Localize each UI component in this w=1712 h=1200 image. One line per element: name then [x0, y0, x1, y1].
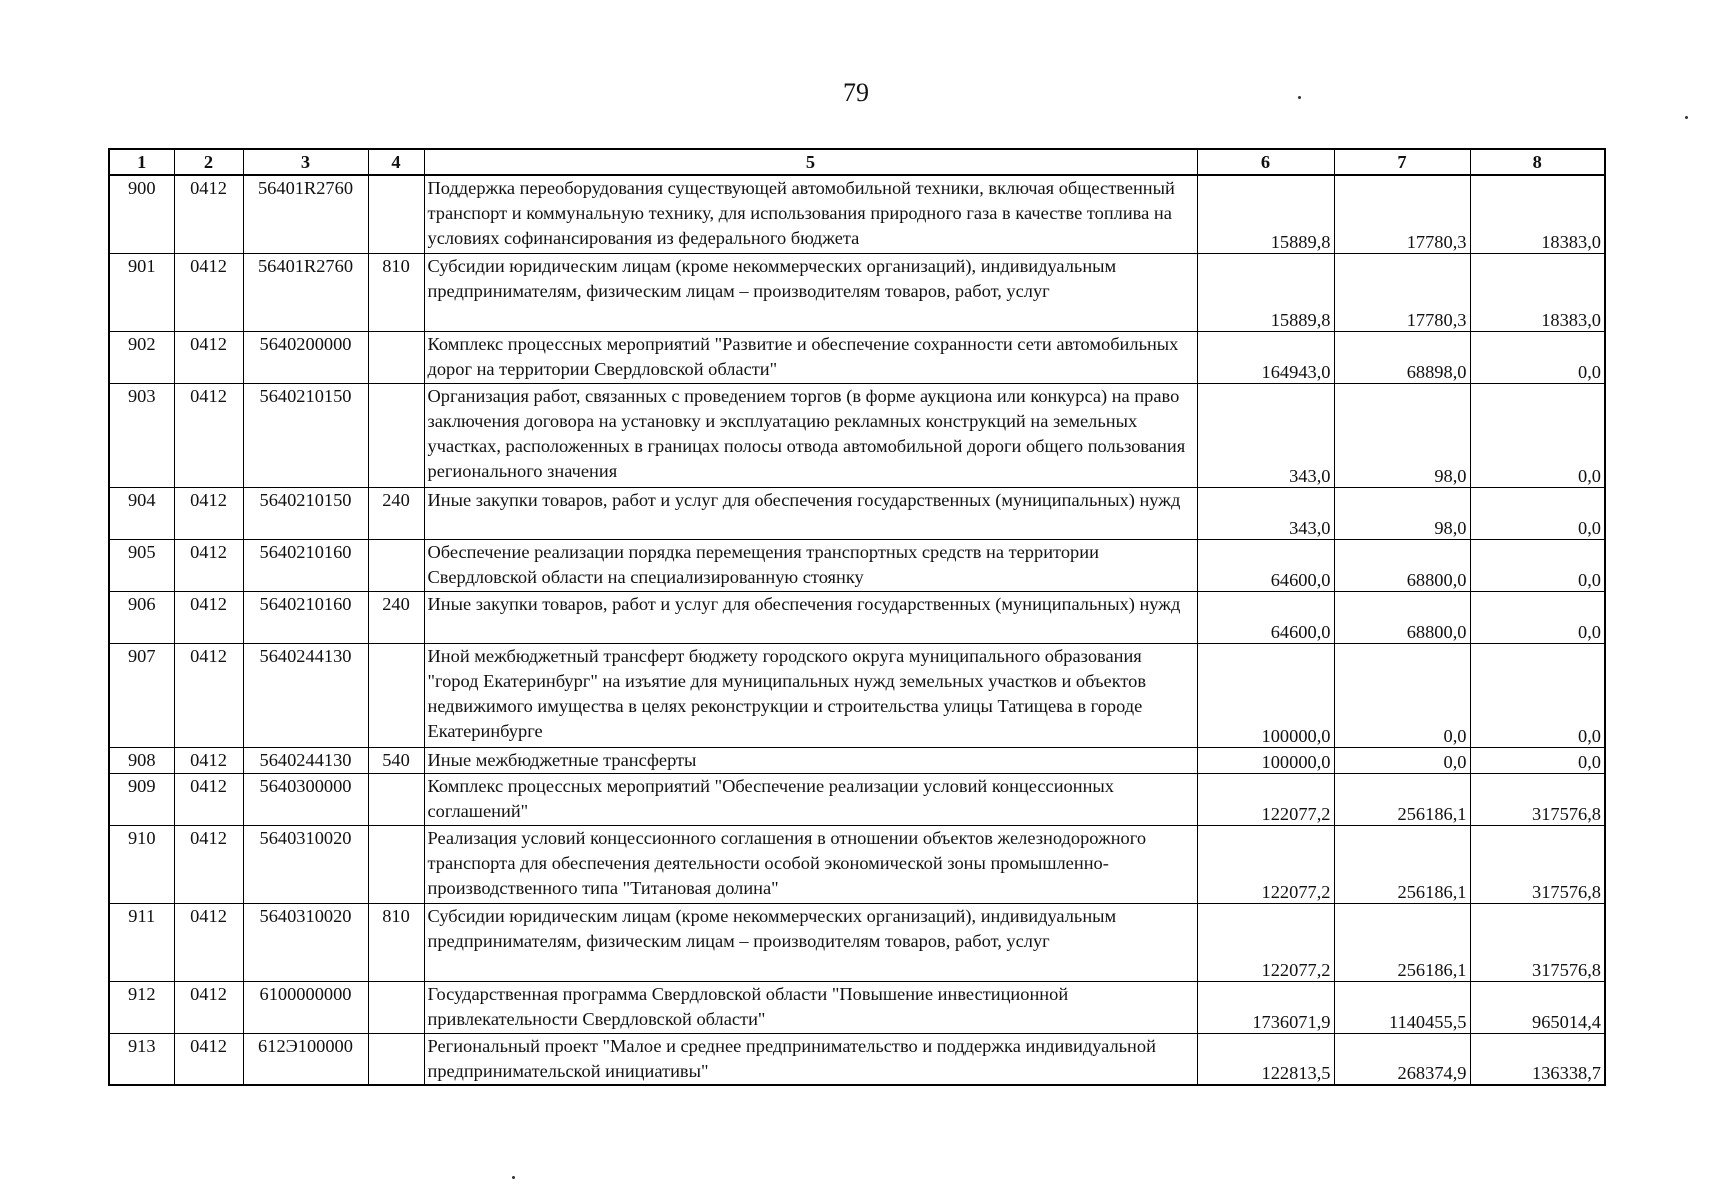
- target-article-code: 56401R2760: [243, 253, 368, 331]
- amount-col-7: 1140455,5: [1334, 981, 1470, 1033]
- target-article-code: 5640244130: [243, 747, 368, 773]
- description: Комплекс процессных мероприятий "Развитие и обеспечение сохранности сети автомобильных дорог на территории Свердловской области": [424, 331, 1197, 383]
- amount-col-6: 100000,0: [1197, 747, 1334, 773]
- expense-type-code: [368, 825, 424, 903]
- amount-col-8: 0,0: [1470, 747, 1605, 773]
- target-article-code: 5640310020: [243, 903, 368, 981]
- expense-type-code: [368, 773, 424, 825]
- amount-col-8: 0,0: [1470, 383, 1605, 487]
- description: Реализация условий концессионного соглашения в отношении объектов железнодорожного транспорта для обеспечения деятельности особой экономической зоны промышленно-производственного типа "Титановая долина": [424, 825, 1197, 903]
- row-number: 900: [109, 175, 174, 253]
- amount-col-7: 256186,1: [1334, 773, 1470, 825]
- amount-col-7: 256186,1: [1334, 825, 1470, 903]
- header-col-2: 2: [174, 149, 243, 175]
- amount-col-6: 64600,0: [1197, 539, 1334, 591]
- expense-type-code: [368, 539, 424, 591]
- row-number: 901: [109, 253, 174, 331]
- target-article-code: 56401R2760: [243, 175, 368, 253]
- target-article-code: 6100000000: [243, 981, 368, 1033]
- header-col-1: 1: [109, 149, 174, 175]
- target-article-code: 5640210150: [243, 487, 368, 539]
- amount-col-8: 18383,0: [1470, 253, 1605, 331]
- amount-col-8: 0,0: [1470, 643, 1605, 747]
- description: Субсидии юридическим лицам (кроме некоммерческих организаций), индивидуальным предпринимателям, физическим лицам – производителям товаров, работ, услуг: [424, 903, 1197, 981]
- table-row: [109, 981, 1605, 1033]
- header-col-4: 4: [368, 149, 424, 175]
- expense-type-code: [368, 383, 424, 487]
- description: Иные закупки товаров, работ и услуг для обеспечения государственных (муниципальных) нужд: [424, 487, 1197, 539]
- amount-col-6: 64600,0: [1197, 591, 1334, 643]
- row-number: 906: [109, 591, 174, 643]
- table-row: [109, 383, 1605, 487]
- amount-col-6: 343,0: [1197, 487, 1334, 539]
- amount-col-7: 98,0: [1334, 487, 1470, 539]
- table-row: [109, 825, 1605, 903]
- table-row: [109, 331, 1605, 383]
- section-code: 0412: [174, 643, 243, 747]
- target-article-code: 5640244130: [243, 643, 368, 747]
- table-row: [109, 591, 1605, 643]
- target-article-code: 5640210150: [243, 383, 368, 487]
- amount-col-6: 122813,5: [1197, 1033, 1334, 1085]
- amount-col-8: 317576,8: [1470, 773, 1605, 825]
- row-number: 907: [109, 643, 174, 747]
- section-code: 0412: [174, 383, 243, 487]
- amount-col-8: 317576,8: [1470, 825, 1605, 903]
- header-col-7: 7: [1334, 149, 1470, 175]
- amount-col-7: 0,0: [1334, 747, 1470, 773]
- scan-speck: [512, 1176, 515, 1179]
- amount-col-7: 98,0: [1334, 383, 1470, 487]
- description: Комплекс процессных мероприятий "Обеспечение реализации условий концессионных соглашений": [424, 773, 1197, 825]
- amount-col-7: 68898,0: [1334, 331, 1470, 383]
- expense-type-code: 810: [368, 903, 424, 981]
- header-col-3: 3: [243, 149, 368, 175]
- table-row: [109, 773, 1605, 825]
- row-number: 911: [109, 903, 174, 981]
- section-code: 0412: [174, 1033, 243, 1085]
- row-number: 904: [109, 487, 174, 539]
- section-code: 0412: [174, 487, 243, 539]
- description: Обеспечение реализации порядка перемещения транспортных средств на территории Свердловской области на специализированную стоянку: [424, 539, 1197, 591]
- amount-col-8: 136338,7: [1470, 1033, 1605, 1085]
- expense-type-code: [368, 643, 424, 747]
- amount-col-6: 343,0: [1197, 383, 1334, 487]
- expense-type-code: 240: [368, 487, 424, 539]
- amount-col-7: 17780,3: [1334, 253, 1470, 331]
- description: Иные межбюджетные трансферты: [424, 747, 1197, 773]
- target-article-code: 5640210160: [243, 539, 368, 591]
- amount-col-6: 122077,2: [1197, 773, 1334, 825]
- amount-col-8: 965014,4: [1470, 981, 1605, 1033]
- target-article-code: 5640210160: [243, 591, 368, 643]
- expense-type-code: [368, 175, 424, 253]
- page-number: 79: [843, 78, 869, 107]
- row-number: 910: [109, 825, 174, 903]
- amount-col-7: 268374,9: [1334, 1033, 1470, 1085]
- amount-col-7: 17780,3: [1334, 175, 1470, 253]
- target-article-code: 5640200000: [243, 331, 368, 383]
- amount-col-8: 18383,0: [1470, 175, 1605, 253]
- expense-type-code: 810: [368, 253, 424, 331]
- table-row: [109, 175, 1605, 253]
- table-row: [109, 1033, 1605, 1085]
- table-row: [109, 903, 1605, 981]
- table-row: [109, 487, 1605, 539]
- description: Иные закупки товаров, работ и услуг для обеспечения государственных (муниципальных) нужд: [424, 591, 1197, 643]
- amount-col-6: 15889,8: [1197, 253, 1334, 331]
- table-row: [109, 253, 1605, 331]
- amount-col-8: 0,0: [1470, 331, 1605, 383]
- target-article-code: 5640310020: [243, 825, 368, 903]
- row-number: 902: [109, 331, 174, 383]
- table-row: [109, 747, 1605, 773]
- scan-speck: [1298, 96, 1301, 99]
- target-article-code: 612Э100000: [243, 1033, 368, 1085]
- amount-col-6: 1736071,9: [1197, 981, 1334, 1033]
- expense-type-code: [368, 331, 424, 383]
- header-col-6: 6: [1197, 149, 1334, 175]
- amount-col-7: 68800,0: [1334, 539, 1470, 591]
- expense-type-code: 240: [368, 591, 424, 643]
- expense-type-code: [368, 981, 424, 1033]
- amount-col-8: 0,0: [1470, 591, 1605, 643]
- amount-col-8: 0,0: [1470, 539, 1605, 591]
- budget-table: [108, 148, 1606, 1086]
- header-col-8: 8: [1470, 149, 1605, 175]
- table-row: [109, 539, 1605, 591]
- description: Субсидии юридическим лицам (кроме некоммерческих организаций), индивидуальным предпринимателям, физическим лицам – производителям товаров, работ, услуг: [424, 253, 1197, 331]
- section-code: 0412: [174, 981, 243, 1033]
- row-number: 908: [109, 747, 174, 773]
- section-code: 0412: [174, 591, 243, 643]
- section-code: 0412: [174, 747, 243, 773]
- description: Организация работ, связанных с проведением торгов (в форме аукциона или конкурса) на право заключения договора на установку и эксплуатацию рекламных конструкций на земельных участках, расположенных в границах полосы отвода автомобильной дороги общего пользования регионального значения: [424, 383, 1197, 487]
- amount-col-6: 164943,0: [1197, 331, 1334, 383]
- scan-speck: [1685, 116, 1688, 119]
- amount-col-7: 68800,0: [1334, 591, 1470, 643]
- header-row: [109, 149, 1605, 175]
- expense-type-code: 540: [368, 747, 424, 773]
- row-number: 905: [109, 539, 174, 591]
- description: Региональный проект "Малое и среднее предпринимательство и поддержка индивидуальной предпринимательской инициативы": [424, 1033, 1197, 1085]
- amount-col-8: 0,0: [1470, 487, 1605, 539]
- section-code: 0412: [174, 331, 243, 383]
- amount-col-6: 15889,8: [1197, 175, 1334, 253]
- row-number: 909: [109, 773, 174, 825]
- header-col-5: 5: [424, 149, 1197, 175]
- section-code: 0412: [174, 539, 243, 591]
- row-number: 913: [109, 1033, 174, 1085]
- amount-col-7: 0,0: [1334, 643, 1470, 747]
- section-code: 0412: [174, 825, 243, 903]
- section-code: 0412: [174, 773, 243, 825]
- amount-col-6: 122077,2: [1197, 903, 1334, 981]
- amount-col-6: 122077,2: [1197, 825, 1334, 903]
- section-code: 0412: [174, 253, 243, 331]
- description: Государственная программа Свердловской области "Повышение инвестиционной привлекательности Свердловской области": [424, 981, 1197, 1033]
- table-row: [109, 643, 1605, 747]
- row-number: 903: [109, 383, 174, 487]
- amount-col-8: 317576,8: [1470, 903, 1605, 981]
- amount-col-7: 256186,1: [1334, 903, 1470, 981]
- section-code: 0412: [174, 903, 243, 981]
- amount-col-6: 100000,0: [1197, 643, 1334, 747]
- expense-type-code: [368, 1033, 424, 1085]
- target-article-code: 5640300000: [243, 773, 368, 825]
- section-code: 0412: [174, 175, 243, 253]
- description: Поддержка переоборудования существующей автомобильной техники, включая общественный транспорт и коммунальную технику, для использования природного газа в качестве топлива на условиях софинансирования из федерального бюджета: [424, 175, 1197, 253]
- description: Иной межбюджетный трансферт бюджету городского округа муниципального образования "город Екатеринбург" на изъятие для муниципальных нужд земельных участков и объектов недвижимого имущества в целях реконструкции и строительства улицы Татищева в городе Екатеринбурге: [424, 643, 1197, 747]
- row-number: 912: [109, 981, 174, 1033]
